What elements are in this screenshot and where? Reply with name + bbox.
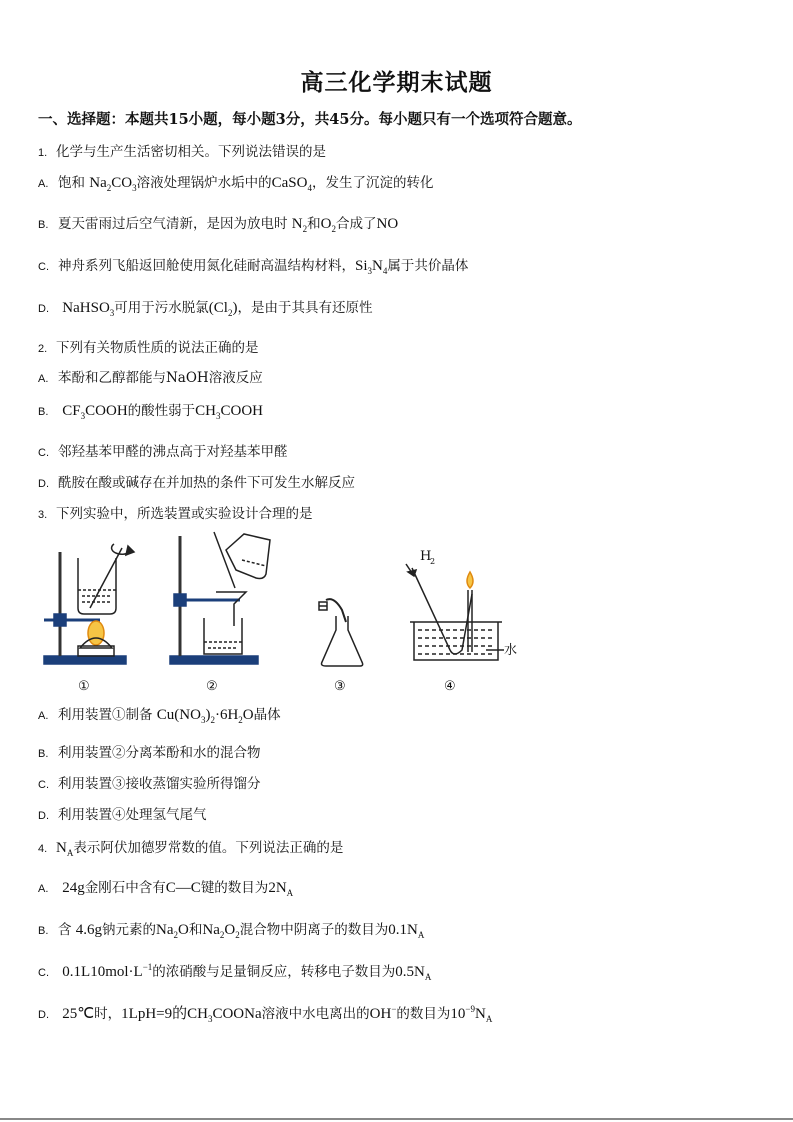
question-4-stem: 4. $N_A$表示阿伏加德罗常数的值。下列说法正确的是 [38,840,344,858]
label-3: ③ [334,679,346,694]
question-1-option-d: D. NaHSO$_3$可用于污水脱氯$(Cl_2)$，是由于其具有还原性 [38,300,373,318]
question-2-option-c: C. 邻羟基苯甲醛的沸点高于对羟基苯甲醛 [38,444,288,460]
question-4-option-a: A. 24g金刚石中含有C—C键的数目为$2N_A$ [38,880,294,898]
section-heading: 一、选择题：本题共15小题，每小题3分，共45分。每小题只有一个选项符合题意。 [38,111,582,128]
question-1-option-b: B. 夏天雷雨过后空气清新，是因为放电时 $N_2$和$O_2$合成了NO [38,216,399,234]
label-1: ① [78,679,90,694]
question-1-option-a: A. 饱和 $Na_2CO_3$溶液处理锅炉水垢中的CaSO$_4$，发生了沉淀的转化 [38,175,434,193]
question-3-option-c: C. 利用装置③接收蒸馏实验所得馏分 [38,776,261,792]
apparatus-1 [44,544,134,664]
question-2-option-b: B. $CF_3COOH$的酸性弱于$CH_3COOH$ [38,403,264,421]
h2-label: H [420,549,432,564]
label-2: ② [206,679,218,694]
question-1-stem: 1. 化学与生产生活密切相关。下列说法错误的是 [38,144,326,160]
question-3-option-d: D. 利用装置④处理氢气尾气 [38,807,207,823]
question-3-option-a: A. 利用装置①制备 $Cu(NO_3)_2\cdot 6H_2O$晶体 [38,707,281,725]
apparatus-3 [319,599,363,666]
svg-text:2: 2 [430,557,436,566]
page-title: 高三化学期末试题 [300,69,493,96]
apparatus-4 [406,564,504,660]
apparatus-2 [170,532,270,664]
question-2-option-a: A. 苯酚和乙醇都能与NaOH溶液反应 [38,370,263,386]
water-label: 水 [504,643,518,658]
page-bottom-rule [0,1118,793,1120]
question-4-option-c: C. $0.1L10mol\cdot L^{-1}$的浓硝酸与足量铜反应，转移电子数目为$0.5N_A$ [38,962,432,982]
question-1-option-c: C. 神舟系列飞船返回舱使用氮化硅耐高温结构材料，$Si_3N_4$属于共价晶体 [38,258,469,276]
question-3-stem: 3. 下列实验中，所选装置或实验设计合理的是 [38,506,313,522]
label-4: ④ [444,679,456,694]
apparatus-figure [30,530,530,702]
question-2-stem: 2. 下列有关物质性质的说法正确的是 [38,340,259,356]
question-2-option-d: D. 酰胺在酸或碱存在并加热的条件下可发生水解反应 [38,475,355,491]
question-3-option-b: B. 利用装置②分离苯酚和水的混合物 [38,745,261,761]
question-4-option-b: B. 含 4.6g钠元素的$Na_2O$和$Na_2O_2$混合物中阴离子的数目为$0.1N_A$ [38,922,425,940]
question-4-option-d: D. 25℃时，1LpH=9的$CH_3COONa$溶液中水电离出的OH−的数目为$10^{-9}N_A$ [38,1004,493,1024]
